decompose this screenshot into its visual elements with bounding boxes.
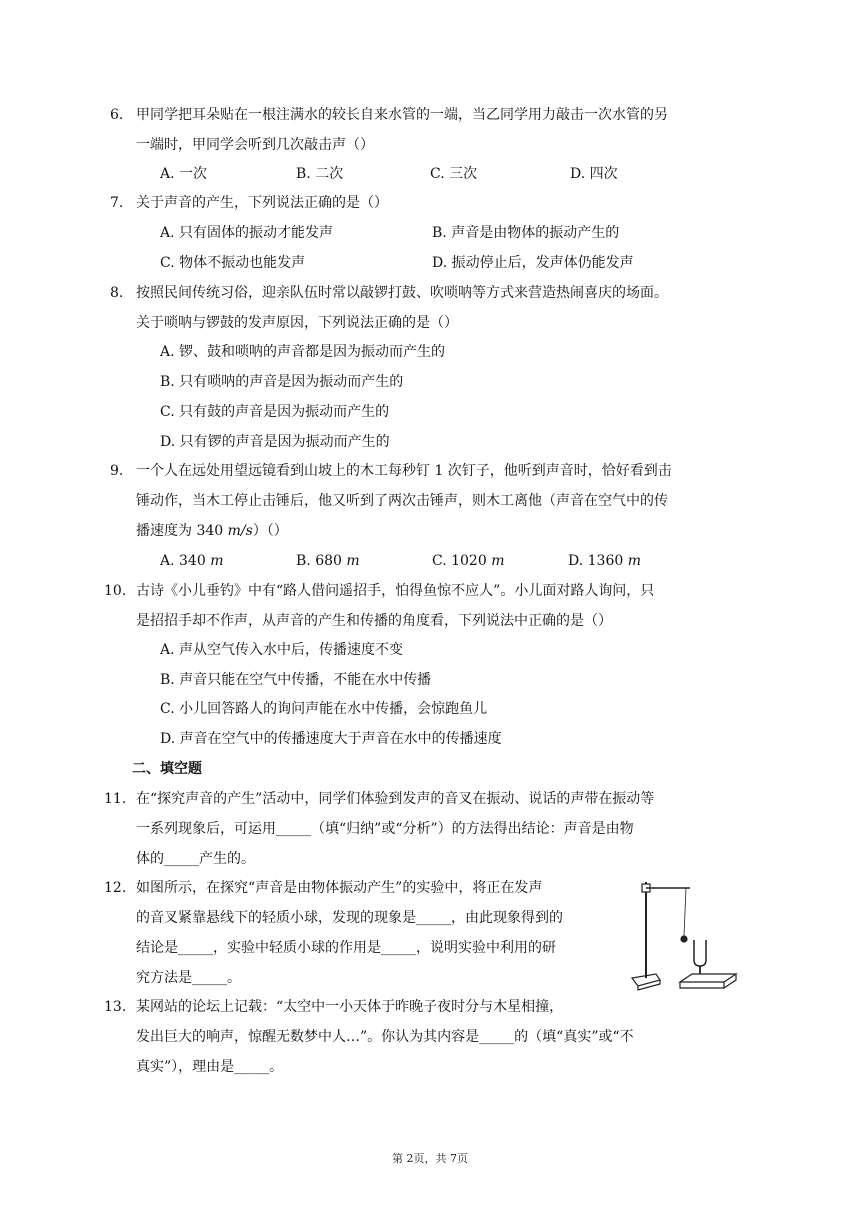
option-c [432, 546, 504, 576]
question-10 [104, 576, 736, 636]
option-a: A. 一次 [160, 166, 208, 182]
question-text-line: 结论是_____，实验中轻质小球的作用是_____，说明实验中利用的研 [136, 940, 556, 956]
question-text-line: 关于唢呐与锣鼓的发声原因，下列说法正确的是（） [136, 315, 458, 331]
question-number: 7. [110, 195, 124, 211]
question-text-line: 一端时，甲同学会听到几次敲击声（） [136, 137, 374, 153]
question-9 [110, 456, 736, 546]
option-a: A. 只有固体的振动才能发声 [160, 225, 334, 241]
section-heading: 二、填空题 [132, 761, 202, 777]
question-number: 13. [104, 999, 127, 1015]
question-11 [104, 784, 736, 874]
option-d: D. 四次 [570, 166, 618, 182]
question-number: 8. [110, 285, 124, 301]
unit-span: m [627, 553, 641, 569]
unit-span: m [491, 553, 505, 569]
option-b [296, 546, 360, 576]
question-text-line [136, 516, 736, 546]
text-span: ）（） [252, 523, 288, 539]
question-number: 6. [110, 107, 124, 123]
question-number: 11. [104, 791, 127, 807]
question-text-line: 发出巨大的响声，惊醒无数梦中人…”。你认为其内容是_____的（填“真实”或“不 [136, 1029, 634, 1045]
option-c: C. 只有鼓的声音是因为振动而产生的 [160, 404, 390, 420]
option-c: C. 小儿回答路人的询问声能在水中传播，会惊跑鱼儿 [160, 701, 488, 717]
question-text-line: 的音叉紧靠悬线下的轻质小球，发现的现象是_____，由此现象得到的 [136, 910, 563, 926]
question-text-line: 一系列现象后，可运用_____（填“归纳”或“分析”）的方法得出结论：声音是由物 [136, 821, 634, 837]
page-footer: 第 2页，共 7页 [392, 1152, 468, 1165]
tuning-fork-figure [628, 874, 740, 992]
question-text-line: 体的_____产生的。 [136, 851, 255, 867]
question-number: 10. [104, 583, 127, 599]
option-c: C. 物体不振动也能发声 [160, 255, 306, 271]
question-text-line: 锤动作，当木工停止击锤后，他又听到了两次击锤声，则木工离他（声音在空气中的传 [136, 493, 668, 509]
question-text-line: 某网站的论坛上记载：“太空中一小天体于昨晚子夜时分与木星相撞， [136, 999, 564, 1015]
question-number: 9. [110, 463, 124, 479]
question-6 [110, 100, 736, 160]
text-span: 播速度为 340 [136, 523, 228, 539]
option-d: D. 声音在空气中的传播速度大于声音在水中的传播速度 [160, 731, 502, 747]
option-value: B. 680 [296, 553, 347, 569]
question-text-line: 关于声音的产生，下列说法正确的是（） [136, 195, 388, 211]
question-text-line: 一个人在远处用望远镜看到山坡上的木工每秒钉 1 次钉子，他听到声音时，恰好看到击 [136, 463, 672, 479]
unit-span: m/s [227, 523, 253, 539]
unit-span: m [346, 553, 360, 569]
question-text-line: 在“探究声音的产生”活动中，同学们体验到发声的音叉在振动、说话的声带在振动等 [136, 791, 655, 807]
question-13 [104, 992, 736, 1082]
question-text-line: 按照民间传统习俗，迎亲队伍时常以敲锣打鼓、吹唢呐等方式来营造热闹喜庆的场面。 [136, 285, 668, 301]
question-text-line: 是招招手却不作声，从声音的产生和传播的角度看，下列说法中正确的是（） [136, 613, 612, 629]
question-7 [110, 188, 736, 218]
unit-span: m [210, 553, 224, 569]
option-a: A. 锣、鼓和唢呐的声音都是因为振动而产生的 [160, 344, 446, 360]
option-value: D. 1360 [568, 553, 628, 569]
option-b: B. 只有唢呐的声音是因为振动而产生的 [160, 374, 404, 390]
option-b: B. 声音只能在空气中传播，不能在水中传播 [160, 672, 432, 688]
question-text-line: 究方法是_____。 [136, 970, 241, 986]
question-8 [110, 278, 736, 338]
option-a [160, 546, 223, 576]
question-12 [104, 873, 624, 993]
option-c: C. 三次 [430, 166, 478, 182]
question-text-line: 甲同学把耳朵贴在一根注满水的较长自来水管的一端，当乙同学用力敲击一次水管的另 [136, 107, 668, 123]
question-number: 12. [104, 880, 127, 896]
option-b: B. 二次 [296, 166, 344, 182]
option-value: C. 1020 [432, 553, 492, 569]
option-b: B. 声音是由物体的振动产生的 [432, 225, 620, 241]
question-text-line: 如图所示，在探究“声音是由物体振动产生”的实验中，将正在发声 [136, 880, 543, 896]
option-d: D. 只有锣的声音是因为振动而产生的 [160, 434, 390, 450]
option-d: D. 振动停止后，发声体仍能发声 [432, 255, 634, 271]
option-value: A. 340 [160, 553, 211, 569]
option-a: A. 声从空气传入水中后，传播速度不变 [160, 642, 404, 658]
option-d [568, 546, 641, 576]
question-text-line: 真实”），理由是_____。 [136, 1059, 284, 1075]
question-text-line: 古诗《小儿垂钓》中有“路人借问遥招手，怕得鱼惊不应人”。小儿面对路人询问，只 [136, 583, 655, 599]
